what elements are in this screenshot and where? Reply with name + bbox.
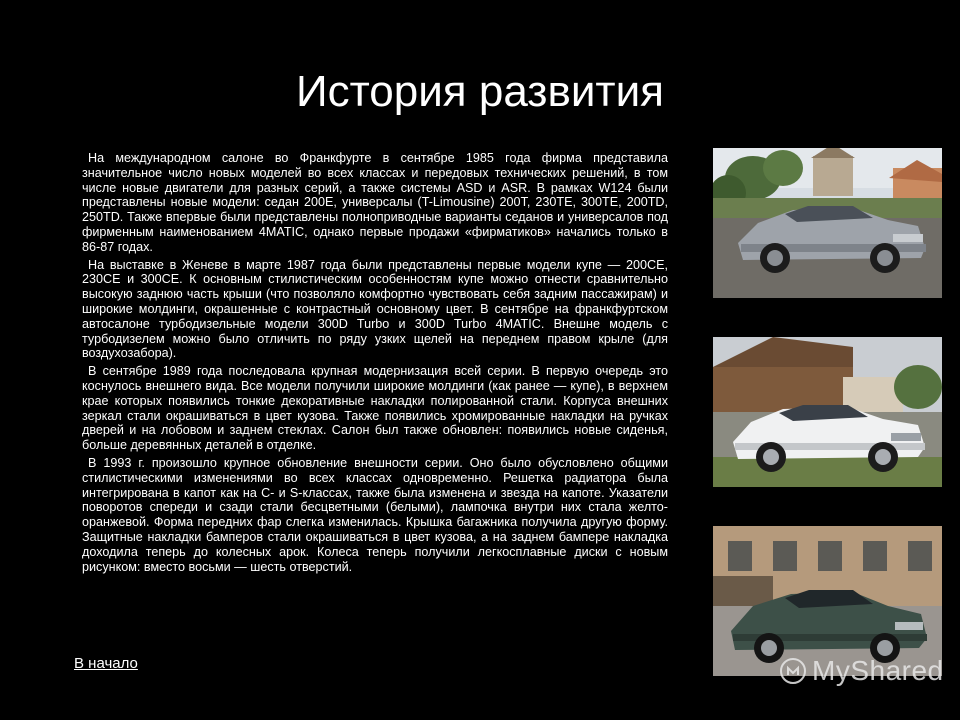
watermark-text: MyShared	[812, 655, 944, 686]
home-link[interactable]: В начало	[74, 655, 138, 672]
paragraph: В сентябре 1989 года последовала крупная модернизация всей серии. В первую очередь это коснулось внешнего вида. Все модели получили широкие молдинги (как ранее — купе), в верхнем крае которых появились тонкие декоративные накладки полированной стали. Корпуса внешних зеркал стали окрашиваться в цвет кузова. Также появились хромированные накладки на ручках дверей и на лобовом и заднем стеклах. Салон был также обновлен: появились новые сиденья, больше деревянных деталей в отделке.	[82, 364, 668, 453]
myshared-watermark	[780, 655, 944, 687]
car-photo-white-sedan	[713, 337, 942, 487]
paragraph: В 1993 г. произошло крупное обновление внешности серии. Оно было обусловлено общими стилистическими изменениями во всех классах одновременно. Решетка радиатора была интегрирована в капот как на C- и S-классах, также была изменена и звезда на капоте. Указатели поворотов спереди и сзади стали бесцветными (белыми), лампочка внутри них стала желто-оранжевой. Форма передних фар слегка изменилась. Крышка багажника получила другую форму. Защитные накладки бамперов стали окрашиваться в цвет кузова, а на заднем бампере накладка доходила теперь до колесных арок. Колеса теперь получили легкосплавные диски с новым рисунком: вместо восьми — шесть отверстий.	[82, 455, 668, 574]
slide-body	[82, 151, 668, 577]
car-photo-green-sedan	[713, 526, 942, 676]
car-photo-silver-sedan	[713, 148, 942, 298]
myshared-logo-icon	[780, 658, 806, 684]
slide-title: История развития	[296, 67, 664, 116]
paragraph: На выставке в Женеве в марте 1987 года были представлены первые модели купе — 200CE, 230CE и 300CE. К основным стилистическим особенностям купе можно отнести сравнительно высокую заднюю часть крыши (что позволяло комфортно чувствовать себя задним пассажирам) и широкие молдинги, окрашенные с контрастный основному цвет. В сентябре на франкфуртском автосалоне турбодизельные модели 300D Turbo и 300D Turbo 4MATIC. Внешне модель с турбодизелем можно было отличить по ряду узких щелей на переднем правом крыле (для воздухозабора).	[82, 257, 668, 361]
paragraph: На международном салоне во Франкфурте в сентябре 1985 года фирма представила значительное число новых моделей во всех классах и передовых технических решений, в том числе новые двигатели для разных серий, а также системы ASD и ASR. В рамках W124 были представлены новые модели: седан 200E, универсалы (T-Limousine) 200T, 230TE, 300TE, 200TD, 250TD. Также впервые были представлены полноприводные варианты седанов и универсалов под фирменным наименованием 4MATIC, однако первые продажи «фирматиков» начались только в 86-87 годах.	[82, 151, 668, 254]
